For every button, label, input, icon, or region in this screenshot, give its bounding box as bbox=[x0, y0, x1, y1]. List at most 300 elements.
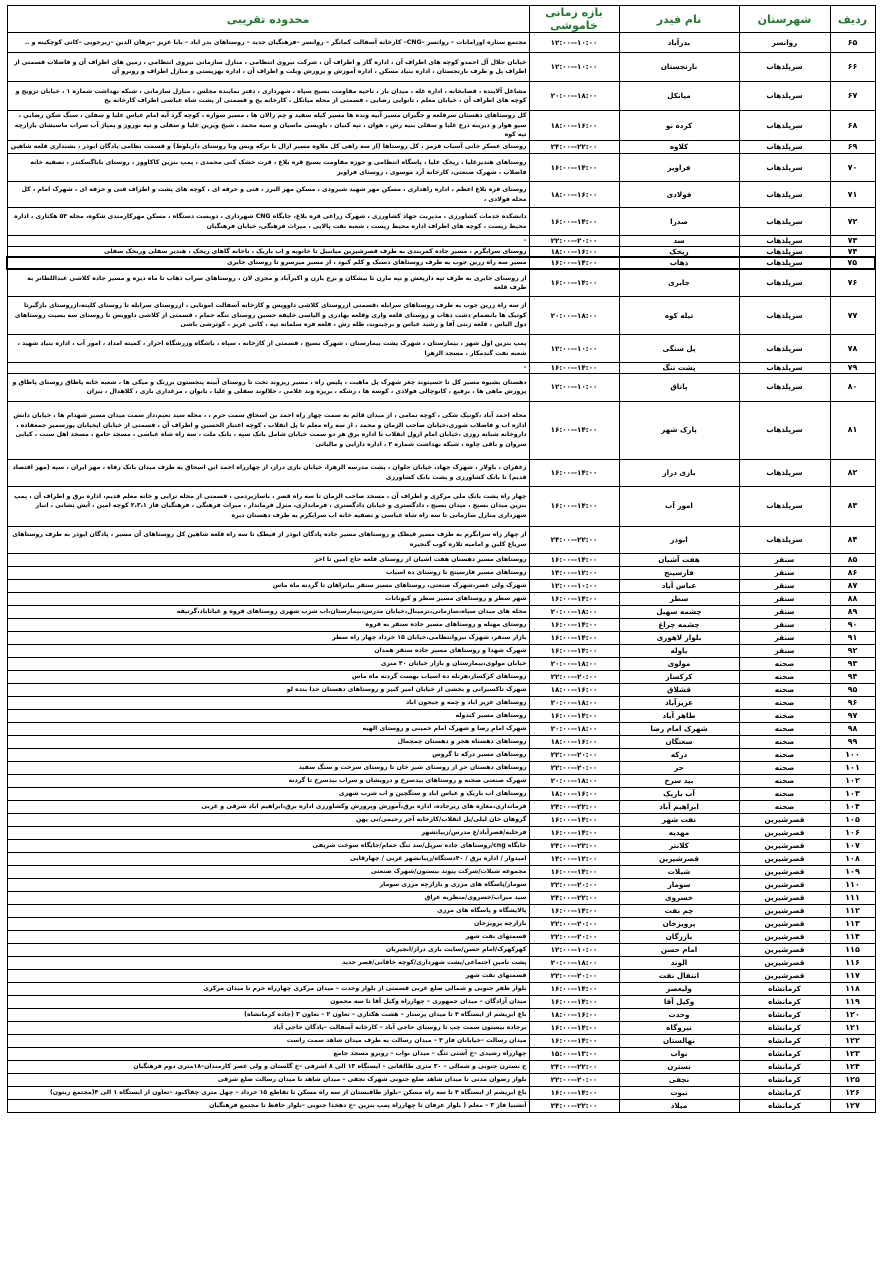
area-cell: شهر سطر و روستاهای مسیر سطر و کیوناتات bbox=[7, 592, 529, 605]
row-number-cell: ۸۲ bbox=[830, 459, 875, 486]
time-window-cell: ۱۶:۰۰--۱۸:۰۰ bbox=[529, 787, 619, 800]
outage-table bbox=[6, 5, 876, 1113]
city-cell: قصرشیرین bbox=[739, 930, 830, 943]
table-row bbox=[7, 486, 875, 526]
time-window-cell: ۲۰:۰۰--۲۲:۰۰ bbox=[529, 969, 619, 982]
row-number-cell: ۶۷ bbox=[830, 82, 875, 111]
time-window-cell: ۱۸:۰۰--۲۰:۰۰ bbox=[529, 297, 619, 335]
table-row bbox=[7, 670, 875, 683]
table-row bbox=[7, 826, 875, 839]
table-row bbox=[7, 246, 875, 257]
city-cell: سرپلذهاب bbox=[739, 526, 830, 553]
city-cell: سنقر bbox=[739, 605, 830, 618]
city-cell: کرمانشاه bbox=[739, 1060, 830, 1073]
area-cell: چهار راه پشت بانک ملی مرکزی و اطراف آن ، مسجد صاحب الزمان تا سه راه قصر ، باسازبردمی ، قسمتی از محله ترابی و خانه معلم قدیم، اداره برق و اطراف آن ، پمپ بنزین میدان بسیج ، میدان بسیج ، دادگستری و خیابان دادگستری ، فرمانداری، منزل فرماندار ، میراث فرهنگی ، فرهنگیان فاز ۲،۳،۱ کوچه امین ، آتش نشانی ، انبار شهرداری منازل سازمانی تا سه راه شاه عباسی و تصفیه خانه اب سرابکرم به طرف دهستان دیره bbox=[7, 486, 529, 526]
row-number-cell: ۹۴ bbox=[830, 670, 875, 683]
header-city: شهرستان bbox=[739, 6, 830, 33]
feeder-cell: فارسینج bbox=[619, 566, 739, 579]
feeder-cell: ابوذر bbox=[619, 526, 739, 553]
city-cell: قصرشیرین bbox=[739, 839, 830, 852]
time-window-cell: ۱۴:۰۰--۱۶:۰۰ bbox=[529, 709, 619, 722]
area-cell: بازارچه پرویزخان bbox=[7, 917, 529, 930]
time-window-cell: ۱۴:۰۰--۱۶:۰۰ bbox=[529, 982, 619, 995]
time-window-cell: ۱۴:۰۰--۱۶:۰۰ bbox=[529, 363, 619, 374]
row-number-cell: ۸۰ bbox=[830, 373, 875, 401]
table-row bbox=[7, 839, 875, 852]
table-row bbox=[7, 787, 875, 800]
city-cell: سرپلذهاب bbox=[739, 53, 830, 82]
area-cell: روستای سرابگرم ، مسیر جاده کمربندی به طرف قصرشیرین میانبیل تا خانوبه و اب باریک ، تاخانه گاهای ریخک ، هندیر سفلی وریخک سفلی bbox=[7, 246, 529, 257]
table-row bbox=[7, 748, 875, 761]
table-row bbox=[7, 878, 875, 891]
area-cell: روستای عسکر خانی آسیاب قرمز ، کل روستاها (از سه راهی کل ملاوه مسیر ازال تا ترکه ویس وتا روستای داربلوط) و قسمت نظامی پادگان ابوذر ، بشنداری قلعه شاهین bbox=[7, 141, 529, 154]
feeder-cell: سد bbox=[619, 236, 739, 247]
row-number-cell: ۱۱۴ bbox=[830, 930, 875, 943]
feeder-cell: بازی دراز bbox=[619, 459, 739, 486]
feeder-cell: نفت شهر bbox=[619, 813, 739, 826]
table-row bbox=[7, 335, 875, 363]
area-cell: چهارراه رشیدی –خ آشتی تنگ – میدان نواب – روبرو مسجد جامع bbox=[7, 1047, 529, 1060]
area-cell: دهستان بشیوه مسیر کل تا حسینوند چغر شهرک پل ماهیت ، پلیس راه ، مسیر ریزوند تخت تا روستای آبینه پنجستون برزنک و میکی ها ، شعبه خانه پاطاق روستای پاطاق و پرورش ماهی ها ، برفیع ، کانوچالی فولادی ، کوسه ها ، زشکه ، بریره وند غلامی ، جلالوند سفلی و علیا ، بانوان ، مرغداری بازی ، کلاهدال ، بیران bbox=[7, 373, 529, 401]
time-window-cell: ۱۴:۰۰--۱۶:۰۰ bbox=[529, 1086, 619, 1099]
table-row bbox=[7, 774, 875, 787]
feeder-cell: عزیزآباد bbox=[619, 696, 739, 709]
table-row bbox=[7, 657, 875, 670]
city-cell: کرمانشاه bbox=[739, 1099, 830, 1112]
city-cell: قصرشیرین bbox=[739, 943, 830, 956]
feeder-cell: بید سرخ bbox=[619, 774, 739, 787]
table-row bbox=[7, 154, 875, 182]
area-cell: شهرک امام رضا و شهرک امام خمینی و روستای الهیه bbox=[7, 722, 529, 735]
area-cell: آتشبیا فاز ۳ – معلم ( بلوار عرفان تا چهارراه پمپ بنزین –خ دهخدا جنوبی –بلوار حافظ تا مجتمع فرهنگیان bbox=[7, 1099, 529, 1112]
city-cell: سرپلذهاب bbox=[739, 269, 830, 297]
area-cell: بلوار ظفر جنوبی و شمالی ضلع غربی قسمتی از بلوار وحدت – میدان مرکزی چهارراه خرم تا میدان مرکزی bbox=[7, 982, 529, 995]
table-row bbox=[7, 208, 875, 236]
table-row bbox=[7, 735, 875, 748]
area-cell: پمپ بنزین اول شهر ، بیمارستان ، شهرک پشت بیمارستان ، شهرک بسیج ، قسمتی از کارخانه ، سپاه ، باشگاه وزرشگاه احرار ، کمیته امداد ، امور آب ، اداره بنیاد شهید ، شعبه نفت گندمکار ، مسجد الزهرا bbox=[7, 335, 529, 363]
row-number-cell: ۱۲۵ bbox=[830, 1073, 875, 1086]
time-window-cell: ۱۴:۰۰--۱۶:۰۰ bbox=[529, 257, 619, 269]
header-feeder: نام فیدر bbox=[619, 6, 739, 33]
feeder-cell: انتقال نفت bbox=[619, 969, 739, 982]
area-cell: روستاهای دهستان حر از روستای شیر خان تا روستای سرخت و سنگ سفید bbox=[7, 761, 529, 774]
area-cell: از سه راه زرین جوب به طرف روستاهای سرابله ،قسمتی ازروستای کلاشی داوویس و کارخانه آسفالت امونایی ، ازروستای سرابله تا روستای کلیته،ازروستای بازگیرتا کوتیک ها بانضمام دشت ذهاب و روستای قلعه واری وقلعه بهادری و الیاسی خلیفه حسین روستای تنگه حمام ، قسمتی از کلاشی داوویس تا روستای سه بسیت روستاهای دول الیاس ، قلعه زنتی آقا و رشید عباس و برچینوند، ظله زش ، قلعه فره سلمانه تپه ، کانی عزیز ، کوترشی باشی bbox=[7, 297, 529, 335]
header-time-window: بازه زمانی خاموشی bbox=[529, 6, 619, 33]
time-window-cell: ۱۳:۰۰--۱۵:۰۰ bbox=[529, 1047, 619, 1060]
table-row bbox=[7, 930, 875, 943]
row-number-cell: ۱۰۵ bbox=[830, 813, 875, 826]
time-window-cell: ۱۸:۰۰--۲۰:۰۰ bbox=[529, 657, 619, 670]
area-cell: محله احمد آباد ،کوتیک شکی ، کوچه تمامی ، از میدان قائم به سمت چهار راه احمد بن اسحاق سمت حرم ، ، محله سید نعیم،دار سمت میدان مسیر شهدام ها ، خیابان دانش اداره اب و فاضلاب شوری،خیابان صاحب الزمان و محمد ، از سه راه معلم تا پل انقلاب ، کوچه اعتبار الحسین و اطراف آن ، قسمتی از خیابان ایخیابان پورسمیر جمعفاده ، داروخانه شبانه روزی ،خیابان امام ازول انقلاب تا اداره برق هر دو سمت خیابان شامل بانک سپه ، بانک ملت ، سه راه شاه عباسی ، مسجد جامع ، مسجد اهل سنت ، کبابی سروان و باقی چاوه ، شبکه بهداشت شماره ۲ ، اداره دارایی و مالیاتی bbox=[7, 401, 529, 459]
table-row bbox=[7, 82, 875, 111]
time-window-cell: ۱۶:۰۰--۱۸:۰۰ bbox=[529, 182, 619, 208]
city-cell: صحنه bbox=[739, 761, 830, 774]
table-row bbox=[7, 904, 875, 917]
feeder-cell: چم نفت bbox=[619, 904, 739, 917]
city-cell: قصرشیرین bbox=[739, 956, 830, 969]
row-number-cell: ۸۵ bbox=[830, 553, 875, 566]
row-number-cell: ۷۲ bbox=[830, 208, 875, 236]
area-cell: فرمانداری،مغازه های زیرجاده، اداره برق،آموزش وپرورش وکشاورزی اداره برق،ابراهیم اباد شرقی و غربی bbox=[7, 800, 529, 813]
city-cell: صحنه bbox=[739, 800, 830, 813]
table-row bbox=[7, 236, 875, 247]
time-window-cell: ۱۴:۰۰--۱۶:۰۰ bbox=[529, 1034, 619, 1047]
row-number-cell: ۱۲۰ bbox=[830, 1008, 875, 1021]
row-number-cell: ۷۹ bbox=[830, 363, 875, 374]
table-row bbox=[7, 1034, 875, 1047]
feeder-cell: بدرآباد bbox=[619, 33, 739, 53]
city-cell: صحنه bbox=[739, 787, 830, 800]
feeder-cell: چشمه سهیل bbox=[619, 605, 739, 618]
row-number-cell: ۸۸ bbox=[830, 592, 875, 605]
header-row-number: ردیف bbox=[830, 6, 875, 33]
row-number-cell: ۹۰ bbox=[830, 618, 875, 631]
city-cell: سرپلذهاب bbox=[739, 141, 830, 154]
table-row bbox=[7, 526, 875, 553]
row-number-cell: ۱۰۴ bbox=[830, 800, 875, 813]
feeder-cell: وکیل آقا bbox=[619, 995, 739, 1008]
feeder-cell: ابراهیم آباد bbox=[619, 800, 739, 813]
time-window-cell: ۲۲:۰۰--۲۴:۰۰ bbox=[529, 839, 619, 852]
table-row bbox=[7, 553, 875, 566]
row-number-cell: ۱۱۱ bbox=[830, 891, 875, 904]
time-window-cell: ۲۰:۰۰--۲۲:۰۰ bbox=[529, 917, 619, 930]
row-number-cell: ۹۱ bbox=[830, 631, 875, 644]
row-number-cell: ۱۰۰ bbox=[830, 748, 875, 761]
feeder-cell: میانکل bbox=[619, 82, 739, 111]
city-cell: صحنه bbox=[739, 709, 830, 722]
city-cell: قصرشیرین bbox=[739, 904, 830, 917]
time-window-cell: ۲۰:۰۰--۲۲:۰۰ bbox=[529, 1073, 619, 1086]
table-row bbox=[7, 459, 875, 486]
row-number-cell: ۸۴ bbox=[830, 526, 875, 553]
area-cell: مجموعه شیلات/شرکت پیوند بیستون/شهرک صنعتی bbox=[7, 865, 529, 878]
time-window-cell: ۱۴:۰۰--۱۶:۰۰ bbox=[529, 553, 619, 566]
time-window-cell: ۱۸:۰۰--۲۰:۰۰ bbox=[529, 82, 619, 111]
table-row bbox=[7, 1021, 875, 1034]
area-cell: روستاهای اب باریک و عباس اباد و سنگچین و اب شرب شهری bbox=[7, 787, 529, 800]
row-number-cell: ۱۱۳ bbox=[830, 917, 875, 930]
feeder-cell: قصرشیرین bbox=[619, 852, 739, 865]
feeder-cell: فراویز bbox=[619, 154, 739, 182]
time-window-cell: ۱۸:۰۰--۲۰:۰۰ bbox=[529, 696, 619, 709]
city-cell: سنقر bbox=[739, 618, 830, 631]
feeder-cell: طاهر آباد bbox=[619, 709, 739, 722]
row-number-cell: ۱۰۶ bbox=[830, 826, 875, 839]
feeder-cell: الوند bbox=[619, 956, 739, 969]
time-window-cell: ۱۲:۰۰--۱۴:۰۰ bbox=[529, 566, 619, 579]
area-cell: شهرک تاکسیرانی و بخشی از خیابان امیر کبیر و روستاهای دهستان خدا بنده لو bbox=[7, 683, 529, 696]
city-cell: قصرشیرین bbox=[739, 826, 830, 839]
time-window-cell: ۱۴:۰۰--۱۶:۰۰ bbox=[529, 459, 619, 486]
time-window-cell: ۱۸:۰۰--۲۰:۰۰ bbox=[529, 605, 619, 618]
area-cell: شهرک صنعتی صحنه و روستاهای بیدسرخ و درویشان و سراب بیدسرخ تا گردنه bbox=[7, 774, 529, 787]
area-cell: مجتمع ستاره اورامانات – روانسر –CNG– کارخانه آسفالت کمانگر – روانسر –فرهنگیان جدید – روستاهای بدر اباد – بابا عزیز –برهان الدین –زیرجوبی –کانی کوچکینه و .. bbox=[7, 33, 529, 53]
area-cell: پالایشگاه و پاسگاه های مرزی bbox=[7, 904, 529, 917]
table-row bbox=[7, 33, 875, 53]
time-window-cell: ۲۲:۰۰--۲۴:۰۰ bbox=[529, 891, 619, 904]
feeder-cell: بلوار لاهوری bbox=[619, 631, 739, 644]
feeder-cell: عباس آباد bbox=[619, 579, 739, 592]
city-cell: سنقر bbox=[739, 579, 830, 592]
header-row bbox=[7, 6, 875, 33]
time-window-cell: ۱۰:۰۰--۱۲:۰۰ bbox=[529, 373, 619, 401]
header-area: محدوده تقریبی bbox=[7, 6, 529, 33]
time-window-cell: ۱۴:۰۰--۱۶:۰۰ bbox=[529, 269, 619, 297]
time-window-cell: ۱۴:۰۰--۱۶:۰۰ bbox=[529, 904, 619, 917]
time-window-cell: ۱۴:۰۰--۱۶:۰۰ bbox=[529, 865, 619, 878]
row-number-cell: ۸۳ bbox=[830, 486, 875, 526]
row-number-cell: ۱۲۴ bbox=[830, 1060, 875, 1073]
table-row bbox=[7, 373, 875, 401]
area-cell: جایگاه cng/روستاهای جاده سرپل/سد تنگ حمام/جایگاه سوخت شریفی bbox=[7, 839, 529, 852]
area-cell: برجاده بیستون سمت چپ تا روستای حاجی آباد – کارخانه آسفالت –پادگان حاجی آباد bbox=[7, 1021, 529, 1034]
table-row bbox=[7, 111, 875, 141]
area-cell: دانشکده خدمات کشاورزی ، مدیریت جهاد کشاورزی ، شهرک زراعی قره بلاغ، جایگاه CNG شهرداری ، دوبست دستگاه ، مسکن مهرکارمندی شکوه، محله ۵۴ هکتاری ، اداره محیط زیست ، کوچه های اطراف اداره محیط زیست ، شعبه نفت پالایی ، میراث فرهنگی، خیابان فرهنگیان bbox=[7, 208, 529, 236]
row-number-cell: ۹۳ bbox=[830, 657, 875, 670]
feeder-cell: سعنگان bbox=[619, 735, 739, 748]
area-cell: روستای قره بلاغ اعظم ، اداره راهداری ، مسکن مهر شهید شیرودی ، مسکن مهر البرز ، فنی و حرفه ای ، کوچه های پشت و اطراف فنی و حرفه ای ، شهرک امام ، کل محله فولادی ، bbox=[7, 182, 529, 208]
table-row bbox=[7, 722, 875, 735]
area-cell: - bbox=[7, 363, 529, 374]
row-number-cell: ۶۹ bbox=[830, 141, 875, 154]
table-row bbox=[7, 297, 875, 335]
feeder-cell: شیلات bbox=[619, 865, 739, 878]
row-number-cell: ۱۰۱ bbox=[830, 761, 875, 774]
row-number-cell: ۶۶ bbox=[830, 53, 875, 82]
time-window-cell: ۱۶:۰۰--۱۸:۰۰ bbox=[529, 683, 619, 696]
row-number-cell: ۹۷ bbox=[830, 709, 875, 722]
feeder-cell: حر bbox=[619, 761, 739, 774]
table-row bbox=[7, 605, 875, 618]
area-cell: روستای مهنله و روستاهای مسیر جاده سنقر به قروه bbox=[7, 618, 529, 631]
city-cell: سرپلذهاب bbox=[739, 335, 830, 363]
feeder-cell: نهالستان bbox=[619, 1034, 739, 1047]
city-cell: صحنه bbox=[739, 735, 830, 748]
table-row bbox=[7, 969, 875, 982]
time-window-cell: ۱۶:۰۰--۱۸:۰۰ bbox=[529, 246, 619, 257]
table-row bbox=[7, 709, 875, 722]
row-number-cell: ۱۱۵ bbox=[830, 943, 875, 956]
time-window-cell: ۱۰:۰۰--۱۲:۰۰ bbox=[529, 335, 619, 363]
time-window-cell: ۱۸:۰۰--۲۰:۰۰ bbox=[529, 722, 619, 735]
area-cell: میدان رسالت –خیابانان فاز ۴ – میدان رسالت به طرف میدان شاهد سمت راست bbox=[7, 1034, 529, 1047]
feeder-cell: میلاد bbox=[619, 1099, 739, 1112]
area-cell: قسمتهای نفت شهر bbox=[7, 969, 529, 982]
row-number-cell: ۷۵ bbox=[830, 257, 875, 269]
feeder-cell: سطر bbox=[619, 592, 739, 605]
time-window-cell: ۱۴:۰۰--۱۶:۰۰ bbox=[529, 208, 619, 236]
row-number-cell: ۱۰۹ bbox=[830, 865, 875, 878]
feeder-cell: کرکسار bbox=[619, 670, 739, 683]
feeder-cell: باوله bbox=[619, 644, 739, 657]
city-cell: سرپلذهاب bbox=[739, 297, 830, 335]
time-window-cell: ۲۲:۰۰--۲۴:۰۰ bbox=[529, 141, 619, 154]
area-cell: باغ ابریشم از ایستگاه ۴ تا میدان پرستار – هشت هکتاری – تعاون ۲ – تعاون ۳ (جاده کرمانشاه) bbox=[7, 1008, 529, 1021]
area-cell: قسمتهای نفت شهر bbox=[7, 930, 529, 943]
feeder-cell: شهرک امام رضا bbox=[619, 722, 739, 735]
time-window-cell: ۱۲:۰۰--۱۴:۰۰ bbox=[529, 852, 619, 865]
city-cell: صحنه bbox=[739, 696, 830, 709]
feeder-cell: نسترن bbox=[619, 1060, 739, 1073]
area-cell: شهرک ولی عصر،شهرک صنعتی، روستاهای مسیر سنقر بیاتراهان تا گردنه ماه ماس bbox=[7, 579, 529, 592]
time-window-cell: ۲۰:۰۰--۲۲:۰۰ bbox=[529, 761, 619, 774]
area-cell: بازار سنقر، شهرک نیروانتظامی،خیابان ۱۵ خرداد چهار راه سطر bbox=[7, 631, 529, 644]
table-row bbox=[7, 800, 875, 813]
row-number-cell: ۹۹ bbox=[830, 735, 875, 748]
city-cell: سنقر bbox=[739, 592, 830, 605]
table-row bbox=[7, 865, 875, 878]
row-number-cell: ۸۷ bbox=[830, 579, 875, 592]
table-row bbox=[7, 891, 875, 904]
area-cell: گروهان خان لیلی/پل انقلاب/کارخانه آجر رحیمی/نی پهن bbox=[7, 813, 529, 826]
city-cell: صحنه bbox=[739, 657, 830, 670]
table-row bbox=[7, 269, 875, 297]
area-cell: - bbox=[7, 236, 529, 247]
row-number-cell: ۱۱۹ bbox=[830, 995, 875, 1008]
city-cell: سرپلذهاب bbox=[739, 246, 830, 257]
city-cell: سنقر bbox=[739, 553, 830, 566]
row-number-cell: ۱۲۷ bbox=[830, 1099, 875, 1112]
row-number-cell: ۷۶ bbox=[830, 269, 875, 297]
city-cell: سرپلذهاب bbox=[739, 486, 830, 526]
feeder-cell: امور آب bbox=[619, 486, 739, 526]
table-row bbox=[7, 618, 875, 631]
feeder-cell: نیروگاه bbox=[619, 1021, 739, 1034]
time-window-cell: ۲۰:۰۰--۲۲:۰۰ bbox=[529, 670, 619, 683]
feeder-cell: صدرا bbox=[619, 208, 739, 236]
table-row bbox=[7, 1086, 875, 1099]
table-row bbox=[7, 696, 875, 709]
time-window-cell: ۲۰:۰۰--۲۲:۰۰ bbox=[529, 236, 619, 247]
feeder-cell: پارک شهر bbox=[619, 401, 739, 459]
area-cell: کل روستاهای دهستان سرقلعه و جگیران مسیر آبیه ونده ها مسیر کیله سفید و چم زالان ها ، مسیر سواره ، کوچه گرد آیه امام عباس علیا و سفلی ، سنگ شکن رضایی ، سیو هوار و دیرینه ذرع علیا و سفلی بنیه رش ، هوان ، تپه کنیان ، باویسی ماسیان و سیه محمد ، شیخ ویزین علیا و سفلی و تپه نوروز و پمپاژ آب سراب ماسیشان بازارچه تپه کوه bbox=[7, 111, 529, 141]
row-number-cell: ۱۱۷ bbox=[830, 969, 875, 982]
table-row bbox=[7, 257, 875, 269]
table-row bbox=[7, 363, 875, 374]
row-number-cell: ۷۰ bbox=[830, 154, 875, 182]
row-number-cell: ۸۶ bbox=[830, 566, 875, 579]
feeder-cell: خسروی bbox=[619, 891, 739, 904]
feeder-cell: مولوی bbox=[619, 657, 739, 670]
city-cell: قصرشیرین bbox=[739, 865, 830, 878]
feeder-cell: مهدیه bbox=[619, 826, 739, 839]
row-number-cell: ۱۲۲ bbox=[830, 1034, 875, 1047]
row-number-cell: ۱۲۱ bbox=[830, 1021, 875, 1034]
table-row bbox=[7, 53, 875, 82]
row-number-cell: ۷۱ bbox=[830, 182, 875, 208]
area-cell: مشاغل آلاینده ، قصابخانه ، اداره غله ، میدان بار ، ناحیه مقاومت بسیج سپاه ، شهرداری ، دفتر نماینده مجلس ، منازل سازمانی ، شبکه بهداشت شماره ۱ ، خیابان ترویج و کوچه های اطراف آن ، خیابان معلم ، تانوایی رضایی ، قسمتی از محله میانکل ، کارخانه یخ و قسمتی از پشت شاه عباسی اطراف کارخانه یخ bbox=[7, 82, 529, 111]
city-cell: سنقر bbox=[739, 631, 830, 644]
time-window-cell: ۱۴:۰۰--۱۶:۰۰ bbox=[529, 813, 619, 826]
area-cell: روستاهای مسیر فارسینج تا روستای ده اسیاب bbox=[7, 566, 529, 579]
city-cell: کرمانشاه bbox=[739, 995, 830, 1008]
city-cell: سرپلذهاب bbox=[739, 459, 830, 486]
feeder-cell: تیله کوه bbox=[619, 297, 739, 335]
city-cell: قصرشیرین bbox=[739, 917, 830, 930]
table-row bbox=[7, 1047, 875, 1060]
area-cell: زعفران ، باولار ، شهرک جهاد، خیابان حلوان ، پشت مدرسه الزهرا، خیابان بازی دراز، از چهارراه احمد ابن اسحاق به طرف میدان بانک رفاه ، مهر ایران ، سپه (مهر اقتصاد قدیم) تا بانک کشاورزی و پشت بانک کشاورزی bbox=[7, 459, 529, 486]
table-row bbox=[7, 182, 875, 208]
row-number-cell: ۸۹ bbox=[830, 605, 875, 618]
feeder-cell: چشمه چراغ bbox=[619, 618, 739, 631]
time-window-cell: ۲۲:۰۰--۲۴:۰۰ bbox=[529, 526, 619, 553]
time-window-cell: ۲۰:۰۰--۲۲:۰۰ bbox=[529, 930, 619, 943]
row-number-cell: ۹۲ bbox=[830, 644, 875, 657]
table-row bbox=[7, 1008, 875, 1021]
table-row bbox=[7, 566, 875, 579]
feeder-cell: ولیعصر bbox=[619, 982, 739, 995]
city-cell: سرپلذهاب bbox=[739, 82, 830, 111]
table-row bbox=[7, 631, 875, 644]
city-cell: کرمانشاه bbox=[739, 982, 830, 995]
time-window-cell: ۱۴:۰۰--۱۶:۰۰ bbox=[529, 618, 619, 631]
feeder-cell: پل سنگی bbox=[619, 335, 739, 363]
time-window-cell: ۱۶:۰۰--۱۸:۰۰ bbox=[529, 111, 619, 141]
city-cell: کرمانشاه bbox=[739, 1021, 830, 1034]
city-cell: سنقر bbox=[739, 644, 830, 657]
feeder-cell: پاتاق bbox=[619, 373, 739, 401]
city-cell: صحنه bbox=[739, 683, 830, 696]
table-row bbox=[7, 683, 875, 696]
table-row bbox=[7, 813, 875, 826]
time-window-cell: ۱۰:۰۰--۱۲:۰۰ bbox=[529, 943, 619, 956]
feeder-cell: پشت تنگ bbox=[619, 363, 739, 374]
row-number-cell: ۶۵ bbox=[830, 33, 875, 53]
city-cell: صحنه bbox=[739, 774, 830, 787]
city-cell: سرپلذهاب bbox=[739, 363, 830, 374]
feeder-cell: بازرگان bbox=[619, 930, 739, 943]
time-window-cell: ۱۴:۰۰--۱۶:۰۰ bbox=[529, 1021, 619, 1034]
area-cell: از روستای جابری به طرف تپه دارپغش و تپه مارن تا بیشکان و برج بارن و اکبرآباد و مجری لان ، روستاهای سراب ذهاب تا ماه دیزه و مسیر جاده کلاشی عبداللطانر به طرف قلعه bbox=[7, 269, 529, 297]
row-number-cell: ۷۷ bbox=[830, 297, 875, 335]
feeder-cell: نارنجستان bbox=[619, 53, 739, 82]
table-row bbox=[7, 982, 875, 995]
table-row bbox=[7, 592, 875, 605]
row-number-cell: ۱۰۸ bbox=[830, 852, 875, 865]
time-window-cell: ۱۸:۰۰--۲۰:۰۰ bbox=[529, 956, 619, 969]
area-cell: شهرک شهدا و روستاهای مسیر جاده سنقر همدان bbox=[7, 644, 529, 657]
area-cell: روستاهای مسیر کندوله bbox=[7, 709, 529, 722]
time-window-cell: ۱۴:۰۰--۱۶:۰۰ bbox=[529, 995, 619, 1008]
row-number-cell: ۷۳ bbox=[830, 236, 875, 247]
table-row bbox=[7, 917, 875, 930]
feeder-cell: نبوت bbox=[619, 1086, 739, 1099]
feeder-cell: نجفی bbox=[619, 1073, 739, 1086]
row-number-cell: ۱۲۶ bbox=[830, 1086, 875, 1099]
row-number-cell: ۷۸ bbox=[830, 335, 875, 363]
area-cell: فرخلیه/قصرآباد/ع مدرس/زبیانشهر bbox=[7, 826, 529, 839]
time-window-cell: ۲۲:۰۰--۲۴:۰۰ bbox=[529, 1060, 619, 1073]
feeder-cell: ذهاب bbox=[619, 257, 739, 269]
area-cell: باغ ابریشم از ایستگاه ۴ تا سه راه مسکن –بلوار طاقبستان از سه راه مسکن تا تقاطع ۱۵ خرداد – چهل متری چقاکبود –تعاون از ایستگاه ۱ الی ۴(مجتمع زیتون) bbox=[7, 1086, 529, 1099]
table-row bbox=[7, 1099, 875, 1112]
city-cell: صحنه bbox=[739, 670, 830, 683]
time-window-cell: ۱۰:۰۰--۱۲:۰۰ bbox=[529, 53, 619, 82]
time-window-cell: ۱۸:۰۰--۲۰:۰۰ bbox=[529, 774, 619, 787]
area-cell: مسیر سه راه زرین جوب به طرف روستاهای دستک و کلم کبود ، از مسیر میرسرو تا روستای جابری bbox=[7, 257, 529, 269]
table-row bbox=[7, 761, 875, 774]
time-window-cell: ۱۴:۰۰--۱۶:۰۰ bbox=[529, 486, 619, 526]
city-cell: کرمانشاه bbox=[739, 1008, 830, 1021]
time-window-cell: ۱۴:۰۰--۱۶:۰۰ bbox=[529, 631, 619, 644]
time-window-cell: ۲۲:۰۰--۲۴:۰۰ bbox=[529, 1099, 619, 1112]
table-row bbox=[7, 1060, 875, 1073]
feeder-cell: درکه bbox=[619, 748, 739, 761]
city-cell: کرمانشاه bbox=[739, 1047, 830, 1060]
city-cell: قصرشیرین bbox=[739, 969, 830, 982]
row-number-cell: ۱۲۳ bbox=[830, 1047, 875, 1060]
